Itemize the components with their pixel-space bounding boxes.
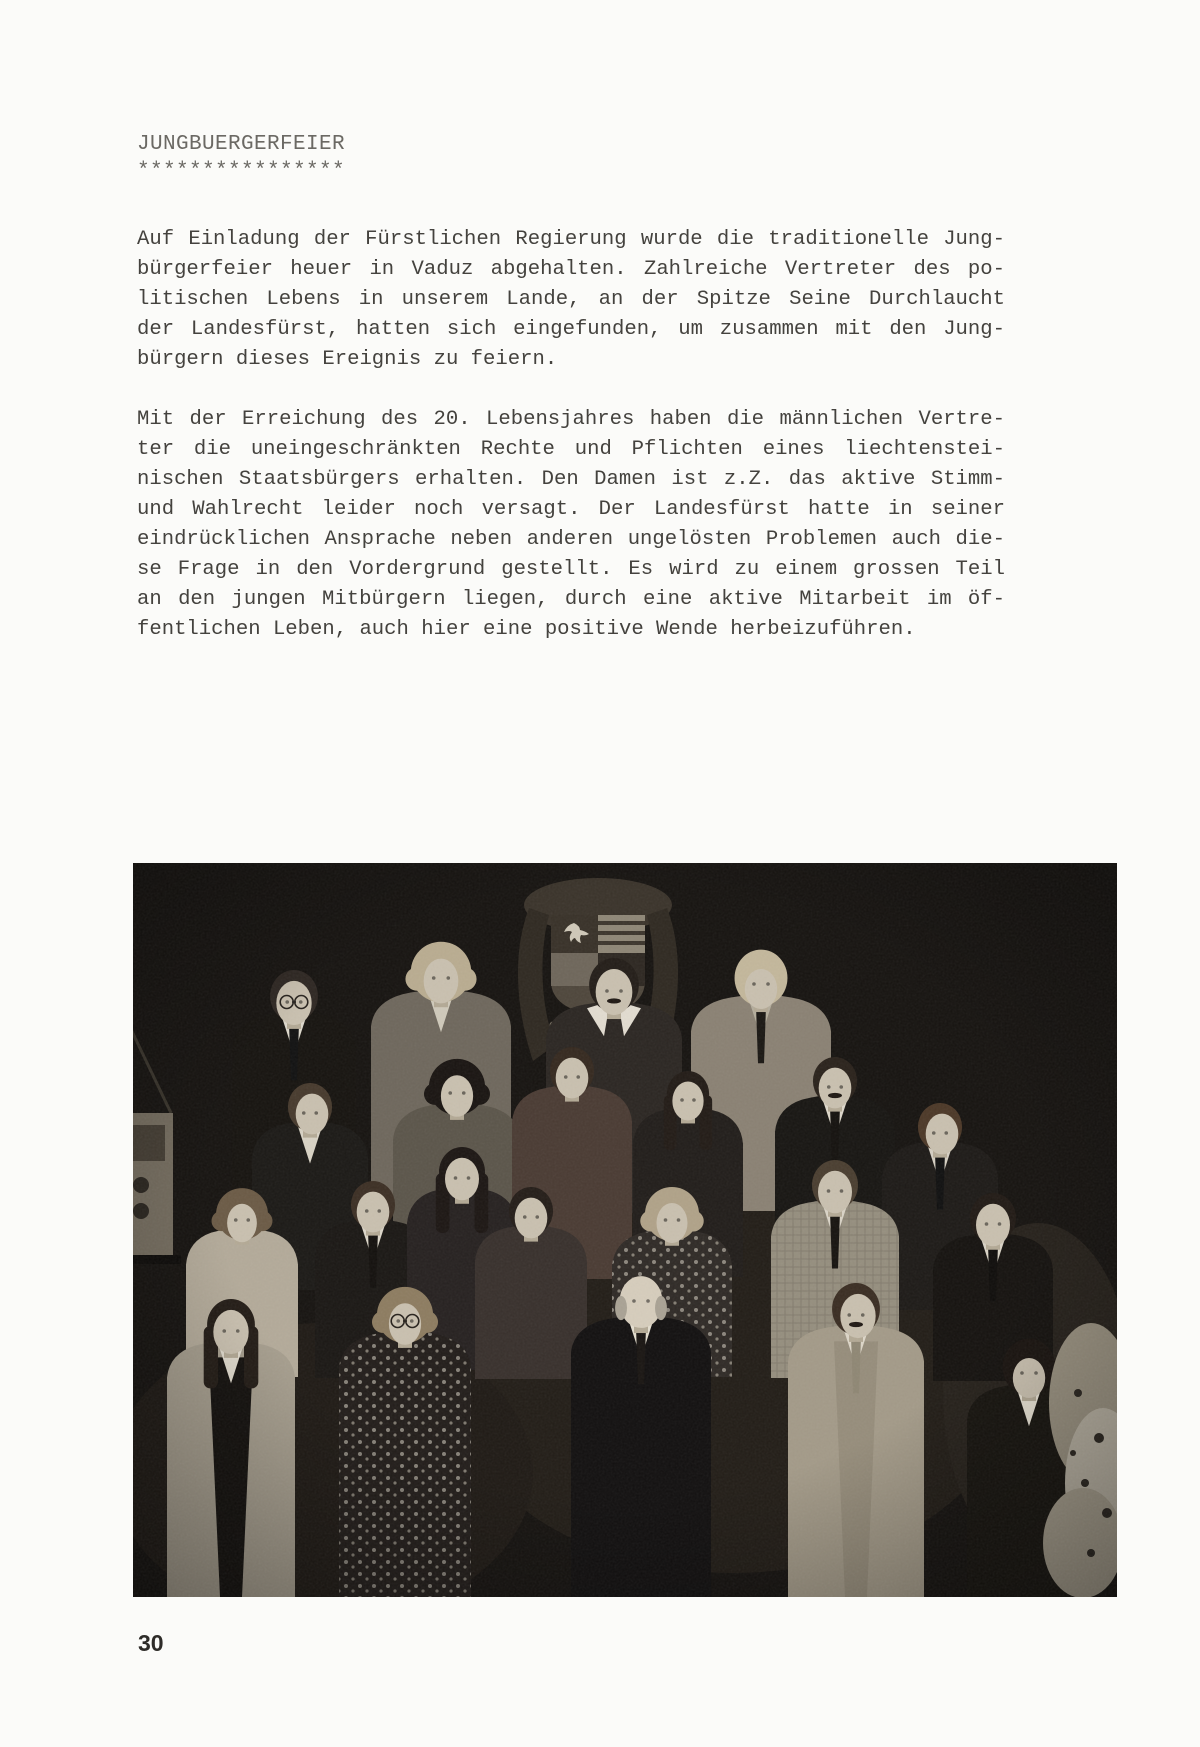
text-line: se Frage in den Vordergrund gestellt. Es wird zu einem grossen Teil <box>137 558 1005 581</box>
group-photo <box>133 863 1117 1597</box>
text-line: ter die uneingeschränkten Rechte und Pflichten eines liechtenstei- <box>137 438 1005 461</box>
text-line: und Wahlrecht leider noch versagt. Der Landesfürst hatte in seiner <box>137 498 1005 521</box>
text-line: fentlichen Leben, auch hier eine positive Wende herbeizuführen. <box>137 618 916 641</box>
page-title: JUNGBUERGERFEIER <box>137 133 346 156</box>
heading-underline: **************** <box>137 160 346 183</box>
text-line: eindrücklichen Ansprache neben anderen ungelösten Problemen auch die- <box>137 528 1005 551</box>
text-line: litischen Lebens in unserem Lande, an der Spitze Seine Durchlaucht <box>137 288 1005 311</box>
text-line: Auf Einladung der Fürstlichen Regierung wurde die traditionelle Jung- <box>137 228 1005 251</box>
text-line: der Landesfürst, hatten sich eingefunden, um zusammen mit den Jung- <box>137 318 1005 341</box>
page-number: 30 <box>138 1630 164 1656</box>
paragraph-2 <box>137 405 1005 645</box>
paragraph-1 <box>137 225 1005 375</box>
text-line: bürgerfeier heuer in Vaduz abgehalten. Zahlreiche Vertreter des po- <box>137 258 1005 281</box>
text-line: Mit der Erreichung des 20. Lebensjahres haben die männlichen Vertre- <box>137 408 1005 431</box>
group-photo-canvas <box>133 863 1117 1597</box>
text-line: bürgern dieses Ereignis zu feiern. <box>137 348 558 371</box>
text-line: an den jungen Mitbürgern liegen, durch eine aktive Mitarbeit im öf- <box>137 588 1005 611</box>
text-line: nischen Staatsbürgers erhalten. Den Damen ist z.Z. das aktive Stimm- <box>137 468 1005 491</box>
